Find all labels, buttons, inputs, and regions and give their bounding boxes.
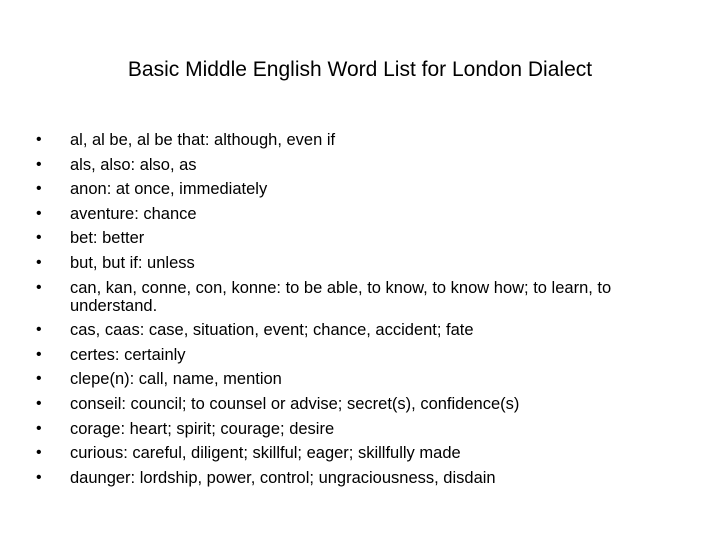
- list-item-text: curious: careful, diligent; skillful; eager; skillfully made: [70, 444, 461, 463]
- list-item-text: certes: certainly: [70, 345, 186, 364]
- list-item: [36, 395, 676, 413]
- list-item-text: clepe(n): call, name, mention: [70, 370, 282, 389]
- bullet-icon: •: [36, 370, 42, 388]
- list-item: [36, 346, 676, 364]
- list-item-text: conseil: council; to counsel or advise; secret(s), confidence(s): [70, 394, 520, 413]
- list-item: [36, 205, 676, 223]
- bullet-icon: •: [36, 229, 42, 247]
- list-item-text: al, al be, al be that: although, even if: [70, 131, 336, 149]
- list-item: [36, 444, 676, 462]
- bullet-icon: •: [36, 321, 42, 339]
- bullet-icon: •: [36, 444, 42, 462]
- list-item: [36, 279, 676, 315]
- list-item-text: aventure: chance: [70, 204, 197, 223]
- list-item-text: cas, caas: case, situation, event; chance, accident; fate: [70, 321, 474, 340]
- list-item: [36, 370, 676, 388]
- list-item: [36, 229, 676, 247]
- list-item: [36, 131, 676, 149]
- list-item: [36, 420, 676, 438]
- bullet-icon: •: [36, 419, 42, 437]
- list-item: [36, 469, 676, 487]
- bullet-icon: •: [36, 155, 42, 173]
- list-item-text: corage: heart; spirit; courage; desire: [70, 419, 335, 438]
- bullet-icon: •: [36, 253, 42, 271]
- list-item-text: daunger: lordship, power, control; ungraciousness, disdain: [70, 468, 496, 487]
- bullet-icon: •: [36, 204, 42, 222]
- bullet-icon: •: [36, 468, 42, 486]
- list-item: [36, 254, 676, 272]
- bullet-icon: •: [36, 131, 42, 148]
- list-item-text: als, also: also, as: [70, 155, 197, 174]
- list-item-text: but, but if: unless: [70, 253, 195, 272]
- word-list: [36, 131, 676, 493]
- bullet-icon: •: [36, 180, 42, 198]
- list-item: [36, 321, 676, 339]
- slide-title: Basic Middle English Word List for London Dialect: [127, 58, 593, 81]
- list-item: [36, 180, 676, 198]
- list-item-text: bet: better: [70, 229, 145, 248]
- bullet-icon: •: [36, 278, 42, 296]
- list-item-text: can, kan, conne, con, konne: to be able, to know, to know how; to learn, to understand.: [70, 278, 612, 315]
- bullet-icon: •: [36, 394, 42, 412]
- list-item-text: anon: at once, immediately: [70, 180, 268, 199]
- list-item: [36, 156, 676, 174]
- bullet-icon: •: [36, 345, 42, 363]
